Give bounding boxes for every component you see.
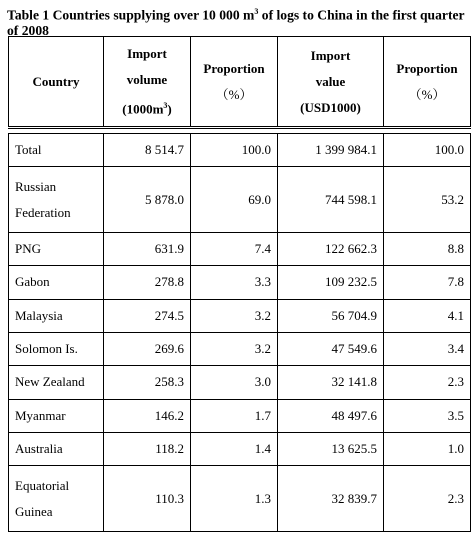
value-proportion-cell: 2.3: [384, 466, 471, 532]
caption-superscript: 3: [254, 7, 259, 16]
import-volume-cell: 258.3: [104, 366, 191, 399]
table-row: [9, 134, 471, 167]
volume-proportion-cell: 1.4: [191, 432, 278, 465]
value-proportion-cell: 53.2: [384, 167, 471, 233]
import-volume-cell: 5 878.0: [104, 167, 191, 233]
import-value-cell: 47 549.6: [278, 332, 384, 365]
value-proportion-cell: 8.8: [384, 232, 471, 265]
country-cell: Solomon Is.: [9, 332, 104, 365]
volume-proportion-cell: 100.0: [191, 134, 278, 167]
import-value-cell: 109 232.5: [278, 266, 384, 299]
volume-proportion-cell: 7.4: [191, 232, 278, 265]
table-row: [9, 332, 471, 365]
value-proportion-cell: 1.0: [384, 432, 471, 465]
value-proportion-cell: 7.8: [384, 266, 471, 299]
table-row: [9, 366, 471, 399]
import-volume-cell: 278.8: [104, 266, 191, 299]
country-cell: Equatorial Guinea: [9, 466, 104, 532]
country-cell: New Zealand: [9, 366, 104, 399]
header-country: Country: [9, 37, 104, 128]
header-row: [9, 37, 471, 128]
caption-text: Table 1 Countries supplying over 10 000 m: [7, 7, 255, 23]
header-import-volume: Import volume $(1000m^3)$: [104, 37, 191, 128]
import-volume-cell: 274.5: [104, 299, 191, 332]
value-proportion-cell: 4.1: [384, 299, 471, 332]
volume-proportion-cell: 3.0: [191, 366, 278, 399]
import-value-cell: 32 839.7: [278, 466, 384, 532]
volume-proportion-cell: 3.2: [191, 299, 278, 332]
header-proportion-volume: Proportion （%）: [191, 37, 278, 128]
import-value-cell: 48 497.6: [278, 399, 384, 432]
import-volume-cell: 269.6: [104, 332, 191, 365]
import-value-cell: 32 141.8: [278, 366, 384, 399]
country-cell: Myanmar: [9, 399, 104, 432]
volume-proportion-cell: 1.3: [191, 466, 278, 532]
import-volume-cell: 631.9: [104, 232, 191, 265]
header-proportion-value: Proportion （%）: [384, 37, 471, 128]
table-row: [9, 299, 471, 332]
volume-proportion-cell: 69.0: [191, 167, 278, 233]
table-caption: [7, 4, 467, 38]
log-import-table: [8, 36, 471, 532]
table-row: [9, 432, 471, 465]
table-row: [9, 466, 471, 532]
volume-proportion-cell: 3.2: [191, 332, 278, 365]
value-proportion-cell: 3.4: [384, 332, 471, 365]
import-value-cell: 1 399 984.1: [278, 134, 384, 167]
import-volume-cell: 110.3: [104, 466, 191, 532]
volume-proportion-cell: 3.3: [191, 266, 278, 299]
table-row: [9, 266, 471, 299]
country-cell: Russian Federation: [9, 167, 104, 233]
country-cell: Total: [9, 134, 104, 167]
volume-proportion-cell: 1.7: [191, 399, 278, 432]
country-cell: Malaysia: [9, 299, 104, 332]
import-value-cell: 744 598.1: [278, 167, 384, 233]
table-row: [9, 167, 471, 233]
import-volume-cell: 8 514.7: [104, 134, 191, 167]
table-row: [9, 232, 471, 265]
import-volume-cell: 118.2: [104, 432, 191, 465]
header-import-value: Import value (USD1000): [278, 37, 384, 128]
import-value-cell: 56 704.9: [278, 299, 384, 332]
import-value-cell: 122 662.3: [278, 232, 384, 265]
import-value-cell: 13 625.5: [278, 432, 384, 465]
import-volume-cell: 146.2: [104, 399, 191, 432]
table-row: [9, 399, 471, 432]
value-proportion-cell: 2.3: [384, 366, 471, 399]
caption-text-end: of logs to China in the first quarter of 2008: [7, 7, 465, 38]
country-cell: PNG: [9, 232, 104, 265]
value-proportion-cell: 3.5: [384, 399, 471, 432]
country-cell: Australia: [9, 432, 104, 465]
value-proportion-cell: 100.0: [384, 134, 471, 167]
country-cell: Gabon: [9, 266, 104, 299]
